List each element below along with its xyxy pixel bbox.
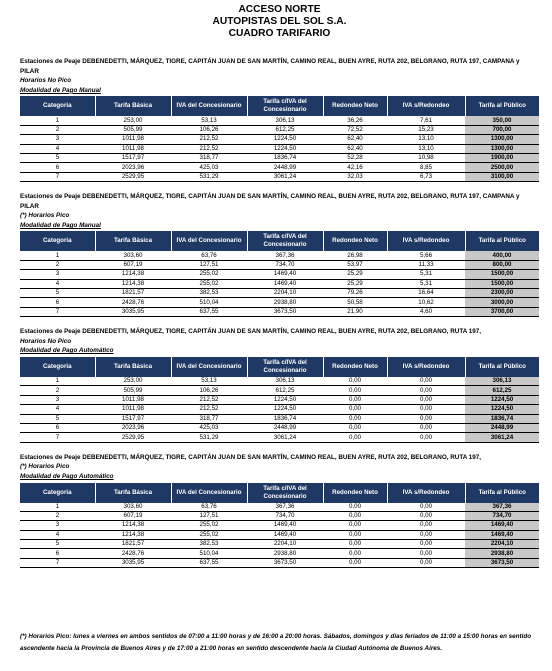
- section-description: Estaciones de Peaje DEBENEDETTI, MÁRQUEZ, TIGRE, CAPITÁN JUAN DE SAN MARTÍN, CAMINO REAL, BUEN AYRE, RUTA 202, BELGRANO, RUTA 197, CAMPANA y PILAR: [20, 58, 520, 75]
- table-cell: 1836,74: [247, 414, 323, 423]
- column-header: IVA s/Redondeo: [387, 96, 465, 116]
- table-cell: 612,25: [465, 386, 539, 395]
- table-row: [20, 279, 539, 288]
- table-cell: 1224,50: [465, 405, 539, 414]
- table-cell: 1821,57: [95, 540, 171, 549]
- table-cell: 32,03: [323, 172, 387, 181]
- table-cell: 1836,74: [247, 153, 323, 162]
- table-cell: 11,33: [387, 260, 465, 269]
- table-row: [20, 289, 539, 298]
- table-row: [20, 423, 539, 432]
- table-cell: 106,26: [171, 386, 247, 395]
- table-cell: 5: [20, 540, 95, 549]
- column-header: Tarifa Básica: [95, 357, 171, 377]
- table-row: [20, 163, 539, 172]
- tariff-section: [20, 192, 539, 317]
- table-row: [20, 116, 539, 125]
- table-cell: 0,00: [323, 511, 387, 520]
- table-cell: 510,04: [171, 298, 247, 307]
- table-cell: 2: [20, 260, 95, 269]
- table-row: [20, 405, 539, 414]
- column-header: IVA del Concesionario: [171, 231, 247, 251]
- column-header: Tarifa c/IVA del Concesionario: [247, 483, 323, 503]
- table-row: [20, 251, 539, 260]
- column-header: Tarifa al Público: [465, 483, 539, 503]
- table-cell: 5,31: [387, 270, 465, 279]
- table-cell: 3100,00: [465, 172, 539, 181]
- table-row: [20, 549, 539, 558]
- table-cell: 6: [20, 423, 95, 432]
- table-cell: 1836,74: [465, 414, 539, 423]
- table-cell: 7: [20, 433, 95, 442]
- table-cell: 303,60: [95, 251, 171, 260]
- table-cell: 318,77: [171, 414, 247, 423]
- table-cell: 700,00: [465, 125, 539, 134]
- table-cell: 212,52: [171, 135, 247, 144]
- table-cell: 531,29: [171, 172, 247, 181]
- table-cell: 3061,24: [247, 172, 323, 181]
- table-cell: 1011,98: [95, 395, 171, 404]
- table-cell: 367,36: [247, 503, 323, 512]
- table-row: [20, 386, 539, 395]
- table-cell: 0,00: [387, 530, 465, 539]
- table-cell: 1517,97: [95, 414, 171, 423]
- table-row: [20, 511, 539, 520]
- column-header: IVA del Concesionario: [171, 96, 247, 116]
- table-cell: 2023,96: [95, 163, 171, 172]
- column-header: Tarifa c/IVA del Concesionario: [247, 96, 323, 116]
- table-cell: 106,26: [171, 125, 247, 134]
- table-cell: 800,00: [465, 260, 539, 269]
- table-header-row: [20, 231, 539, 251]
- table-cell: 4: [20, 279, 95, 288]
- table-cell: 3700,00: [465, 307, 539, 316]
- table-row: [20, 433, 539, 442]
- table-cell: 2448,99: [247, 163, 323, 172]
- table-cell: 255,02: [171, 279, 247, 288]
- table-cell: 0,00: [323, 423, 387, 432]
- column-header: Categoria: [20, 231, 95, 251]
- table-cell: 2938,80: [247, 298, 323, 307]
- column-header: Tarifa al Público: [465, 357, 539, 377]
- header-line-2: AUTOPISTAS DEL SOL S.A.: [212, 16, 347, 27]
- table-cell: 2: [20, 125, 95, 134]
- table-cell: 2204,10: [247, 289, 323, 298]
- table-cell: 1224,50: [247, 135, 323, 144]
- table-cell: 3061,24: [465, 433, 539, 442]
- table-cell: 0,00: [323, 386, 387, 395]
- table-cell: 212,52: [171, 405, 247, 414]
- table-cell: 0,00: [387, 433, 465, 442]
- table-cell: 2204,10: [247, 540, 323, 549]
- column-header: Tarifa al Público: [465, 231, 539, 251]
- table-cell: 63,76: [171, 503, 247, 512]
- table-row: [20, 125, 539, 134]
- column-header: IVA s/Redondeo: [387, 357, 465, 377]
- table-cell: 1224,50: [247, 144, 323, 153]
- table-header-row: [20, 96, 539, 116]
- section-horario: (*) Horarios Pico: [20, 463, 70, 471]
- table-cell: 255,02: [171, 521, 247, 530]
- table-cell: 6: [20, 298, 95, 307]
- section-modalidad: Modalidad de Pago Manual: [20, 221, 101, 229]
- table-cell: 6: [20, 163, 95, 172]
- table-cell: 3000,00: [465, 298, 539, 307]
- table-cell: 1214,38: [95, 521, 171, 530]
- tariff-table: [20, 96, 539, 182]
- column-header: Categoria: [20, 96, 95, 116]
- table-cell: 2448,99: [247, 423, 323, 432]
- table-cell: 53,97: [323, 260, 387, 269]
- table-row: [20, 540, 539, 549]
- table-cell: 1011,98: [95, 405, 171, 414]
- section-modalidad: Modalidad de Pago Manual: [20, 86, 101, 94]
- table-row: [20, 153, 539, 162]
- table-cell: 0,00: [323, 549, 387, 558]
- tariff-section: [20, 453, 539, 569]
- table-cell: 4: [20, 530, 95, 539]
- table-cell: 612,25: [247, 386, 323, 395]
- column-header: Tarifa Básica: [95, 483, 171, 503]
- table-cell: 21,90: [323, 307, 387, 316]
- table-cell: 1214,38: [95, 279, 171, 288]
- table-cell: 1821,57: [95, 289, 171, 298]
- table-cell: 637,55: [171, 558, 247, 567]
- table-cell: 52,28: [323, 153, 387, 162]
- table-cell: 0,00: [387, 511, 465, 520]
- section-horario: Horarios No Pico: [20, 77, 72, 85]
- table-row: [20, 377, 539, 386]
- table-cell: 0,00: [323, 521, 387, 530]
- table-cell: 253,00: [95, 116, 171, 125]
- table-cell: 13,10: [387, 135, 465, 144]
- section-description: Estaciones de Peaje DEBENEDETTI, MÁRQUEZ, TIGRE, CAPITÁN JUAN DE SAN MARTÍN, CAMINO REAL, BUEN AYRE, RUTA 202, BELGRANO, RUTA 197, CAMPANA y PILAR: [20, 193, 520, 210]
- table-cell: 1: [20, 377, 95, 386]
- table-cell: 318,77: [171, 153, 247, 162]
- table-cell: 2938,80: [247, 549, 323, 558]
- table-cell: 53,13: [171, 377, 247, 386]
- table-cell: 5: [20, 289, 95, 298]
- tariff-table: [20, 483, 539, 569]
- table-cell: 505,99: [95, 125, 171, 134]
- table-cell: 6,73: [387, 172, 465, 181]
- table-cell: 1224,50: [247, 395, 323, 404]
- column-header: Redondeo Neto: [323, 96, 387, 116]
- section-modalidad: Modalidad de Pago Automático: [20, 347, 114, 355]
- table-cell: 4: [20, 144, 95, 153]
- table-cell: 0,00: [323, 540, 387, 549]
- table-cell: 1517,97: [95, 153, 171, 162]
- table-cell: 62,40: [323, 144, 387, 153]
- table-cell: 0,00: [387, 405, 465, 414]
- table-row: [20, 521, 539, 530]
- table-cell: 1011,98: [95, 135, 171, 144]
- table-cell: 72,52: [323, 125, 387, 134]
- table-cell: 0,00: [387, 423, 465, 432]
- table-row: [20, 395, 539, 404]
- table-cell: 1469,40: [465, 521, 539, 530]
- table-cell: 1469,40: [465, 530, 539, 539]
- table-cell: 36,26: [323, 116, 387, 125]
- table-cell: 0,00: [323, 558, 387, 567]
- tariff-table: [20, 357, 539, 443]
- table-cell: 3061,24: [247, 433, 323, 442]
- column-header: Tarifa al Público: [465, 96, 539, 116]
- table-cell: 637,55: [171, 307, 247, 316]
- table-cell: 2: [20, 511, 95, 520]
- table-cell: 0,00: [387, 558, 465, 567]
- table-cell: 1500,00: [465, 279, 539, 288]
- table-cell: 255,02: [171, 530, 247, 539]
- table-cell: 1011,98: [95, 144, 171, 153]
- table-cell: 1214,38: [95, 270, 171, 279]
- table-row: [20, 414, 539, 423]
- table-cell: 1224,50: [247, 405, 323, 414]
- table-cell: 1214,38: [95, 530, 171, 539]
- table-cell: 2: [20, 386, 95, 395]
- section-horario: (*) Horarios Pico: [20, 212, 70, 220]
- table-cell: 1900,00: [465, 153, 539, 162]
- table-cell: 3673,50: [465, 558, 539, 567]
- table-cell: 127,51: [171, 511, 247, 520]
- table-cell: 1224,50: [465, 395, 539, 404]
- table-cell: 0,00: [387, 540, 465, 549]
- table-row: [20, 503, 539, 512]
- table-cell: 62,40: [323, 135, 387, 144]
- table-cell: 255,02: [171, 270, 247, 279]
- table-cell: 7: [20, 172, 95, 181]
- table-header-row: [20, 357, 539, 377]
- table-cell: 0,00: [387, 521, 465, 530]
- table-cell: 53,13: [171, 116, 247, 125]
- column-header: Tarifa Básica: [95, 231, 171, 251]
- table-cell: 2428,76: [95, 549, 171, 558]
- table-cell: 607,19: [95, 511, 171, 520]
- table-cell: 3: [20, 135, 95, 144]
- table-row: [20, 172, 539, 181]
- table-cell: 1469,40: [247, 530, 323, 539]
- table-cell: 3: [20, 270, 95, 279]
- column-header: Tarifa c/IVA del Concesionario: [247, 231, 323, 251]
- table-cell: 5: [20, 414, 95, 423]
- section-description: Estaciones de Peaje DEBENEDETTI, MÁRQUEZ, TIGRE, CAPITÁN JUAN DE SAN MARTÍN, CAMINO REAL, BUEN AYRE, RUTA 202, BELGRANO, RUTA 197,: [20, 328, 482, 336]
- table-cell: 734,70: [247, 260, 323, 269]
- table-header-row: [20, 483, 539, 503]
- table-cell: 1300,00: [465, 144, 539, 153]
- table-cell: 3035,95: [95, 558, 171, 567]
- table-cell: 531,29: [171, 433, 247, 442]
- tariff-section: [20, 327, 539, 443]
- column-header: Redondeo Neto: [323, 231, 387, 251]
- table-cell: 212,52: [171, 144, 247, 153]
- column-header: IVA s/Redondeo: [387, 231, 465, 251]
- table-cell: 382,53: [171, 289, 247, 298]
- table-cell: 3673,50: [247, 307, 323, 316]
- table-cell: 5: [20, 153, 95, 162]
- table-cell: 0,00: [387, 386, 465, 395]
- table-cell: 2428,76: [95, 298, 171, 307]
- table-cell: 1: [20, 251, 95, 260]
- table-row: [20, 144, 539, 153]
- table-cell: 2938,80: [465, 549, 539, 558]
- table-cell: 3035,95: [95, 307, 171, 316]
- tariff-section: [20, 57, 539, 182]
- table-cell: 0,00: [323, 414, 387, 423]
- table-cell: 0,00: [387, 503, 465, 512]
- table-cell: 0,00: [387, 549, 465, 558]
- table-cell: 1500,00: [465, 270, 539, 279]
- table-cell: 607,19: [95, 260, 171, 269]
- column-header: IVA s/Redondeo: [387, 483, 465, 503]
- table-cell: 0,00: [323, 503, 387, 512]
- table-cell: 10,62: [387, 298, 465, 307]
- table-cell: 127,51: [171, 260, 247, 269]
- column-header: Categoria: [20, 483, 95, 503]
- table-cell: 510,04: [171, 549, 247, 558]
- table-row: [20, 530, 539, 539]
- section-horario: Horarios No Pico: [20, 337, 72, 345]
- table-cell: 50,58: [323, 298, 387, 307]
- column-header: IVA del Concesionario: [171, 483, 247, 503]
- table-cell: 8,85: [387, 163, 465, 172]
- table-cell: 382,53: [171, 540, 247, 549]
- table-cell: 1469,40: [247, 279, 323, 288]
- table-cell: 1469,40: [247, 521, 323, 530]
- table-cell: 2204,10: [465, 540, 539, 549]
- table-row: [20, 307, 539, 316]
- table-cell: 25,29: [323, 270, 387, 279]
- table-cell: 4: [20, 405, 95, 414]
- table-cell: 425,03: [171, 423, 247, 432]
- table-cell: 2300,00: [465, 289, 539, 298]
- header-line-1: ACCESO NORTE: [238, 4, 321, 15]
- footnote: (*) Horarios Pico: lunes a viernes en ambos sentidos de 07:00 a 11:00 horas y de 16:00 a 20:00 horas. Sábados, domingos y días feriados de 11:00 a 15:00 horas en sentido ascendente hacia la Provincia de Buenos Aires y de 17:00 a 21:00 horas en sentido descendente hacia la Ciudad Autónoma de Buenos Aires.: [20, 633, 532, 652]
- table-cell: 303,60: [95, 503, 171, 512]
- table-cell: 2529,95: [95, 433, 171, 442]
- table-cell: 0,00: [387, 395, 465, 404]
- table-cell: 4,60: [387, 307, 465, 316]
- table-cell: 0,00: [323, 395, 387, 404]
- table-row: [20, 135, 539, 144]
- table-cell: 3673,50: [247, 558, 323, 567]
- table-cell: 0,00: [387, 414, 465, 423]
- table-cell: 79,26: [323, 289, 387, 298]
- table-cell: 212,52: [171, 395, 247, 404]
- table-cell: 734,70: [465, 511, 539, 520]
- table-cell: 734,70: [247, 511, 323, 520]
- table-cell: 367,36: [465, 503, 539, 512]
- table-cell: 5,31: [387, 279, 465, 288]
- table-cell: 400,00: [465, 251, 539, 260]
- section-description: Estaciones de Peaje DEBENEDETTI, MÁRQUEZ, TIGRE, CAPITÁN JUAN DE SAN MARTÍN, CAMINO REAL, BUEN AYRE, RUTA 202, BELGRANO, RUTA 197,: [20, 453, 482, 461]
- table-row: [20, 270, 539, 279]
- table-cell: 2023,96: [95, 423, 171, 432]
- table-cell: 306,13: [247, 116, 323, 125]
- table-cell: 3: [20, 521, 95, 530]
- column-header: Tarifa Básica: [95, 96, 171, 116]
- document-header: [20, 0, 539, 40]
- table-cell: 63,76: [171, 251, 247, 260]
- table-cell: 0,00: [323, 377, 387, 386]
- table-cell: 15,23: [387, 125, 465, 134]
- table-cell: 5,66: [387, 251, 465, 260]
- table-cell: 0,00: [323, 433, 387, 442]
- table-cell: 1300,00: [465, 135, 539, 144]
- header-line-3: CUADRO TARIFARIO: [228, 28, 331, 39]
- tariff-table: [20, 231, 539, 317]
- table-cell: 612,25: [247, 125, 323, 134]
- table-cell: 7: [20, 307, 95, 316]
- table-cell: 0,00: [323, 405, 387, 414]
- table-cell: 1: [20, 503, 95, 512]
- section-modalidad: Modalidad de Pago Automático: [20, 472, 114, 480]
- column-header: Redondeo Neto: [323, 483, 387, 503]
- column-header: Redondeo Neto: [323, 357, 387, 377]
- table-cell: 13,10: [387, 144, 465, 153]
- table-cell: 7,61: [387, 116, 465, 125]
- table-cell: 1: [20, 116, 95, 125]
- column-header: Tarifa c/IVA del Concesionario: [247, 357, 323, 377]
- table-cell: 306,13: [465, 377, 539, 386]
- table-cell: 0,00: [323, 530, 387, 539]
- table-cell: 505,99: [95, 386, 171, 395]
- table-cell: 1469,40: [247, 270, 323, 279]
- table-cell: 367,36: [247, 251, 323, 260]
- table-cell: 0,00: [387, 377, 465, 386]
- table-cell: 26,98: [323, 251, 387, 260]
- table-cell: 3: [20, 395, 95, 404]
- table-cell: 6: [20, 549, 95, 558]
- table-cell: 350,00: [465, 116, 539, 125]
- table-cell: 7: [20, 558, 95, 567]
- table-row: [20, 558, 539, 567]
- table-cell: 2448,99: [465, 423, 539, 432]
- table-cell: 25,29: [323, 279, 387, 288]
- table-row: [20, 298, 539, 307]
- table-cell: 2500,00: [465, 163, 539, 172]
- table-cell: 42,16: [323, 163, 387, 172]
- table-cell: 2529,95: [95, 172, 171, 181]
- table-cell: 425,03: [171, 163, 247, 172]
- tariff-sections: [20, 57, 539, 568]
- column-header: Categoria: [20, 357, 95, 377]
- table-cell: 306,13: [247, 377, 323, 386]
- table-row: [20, 260, 539, 269]
- table-cell: 10,98: [387, 153, 465, 162]
- table-cell: 253,00: [95, 377, 171, 386]
- column-header: IVA del Concesionario: [171, 357, 247, 377]
- table-cell: 16,64: [387, 289, 465, 298]
